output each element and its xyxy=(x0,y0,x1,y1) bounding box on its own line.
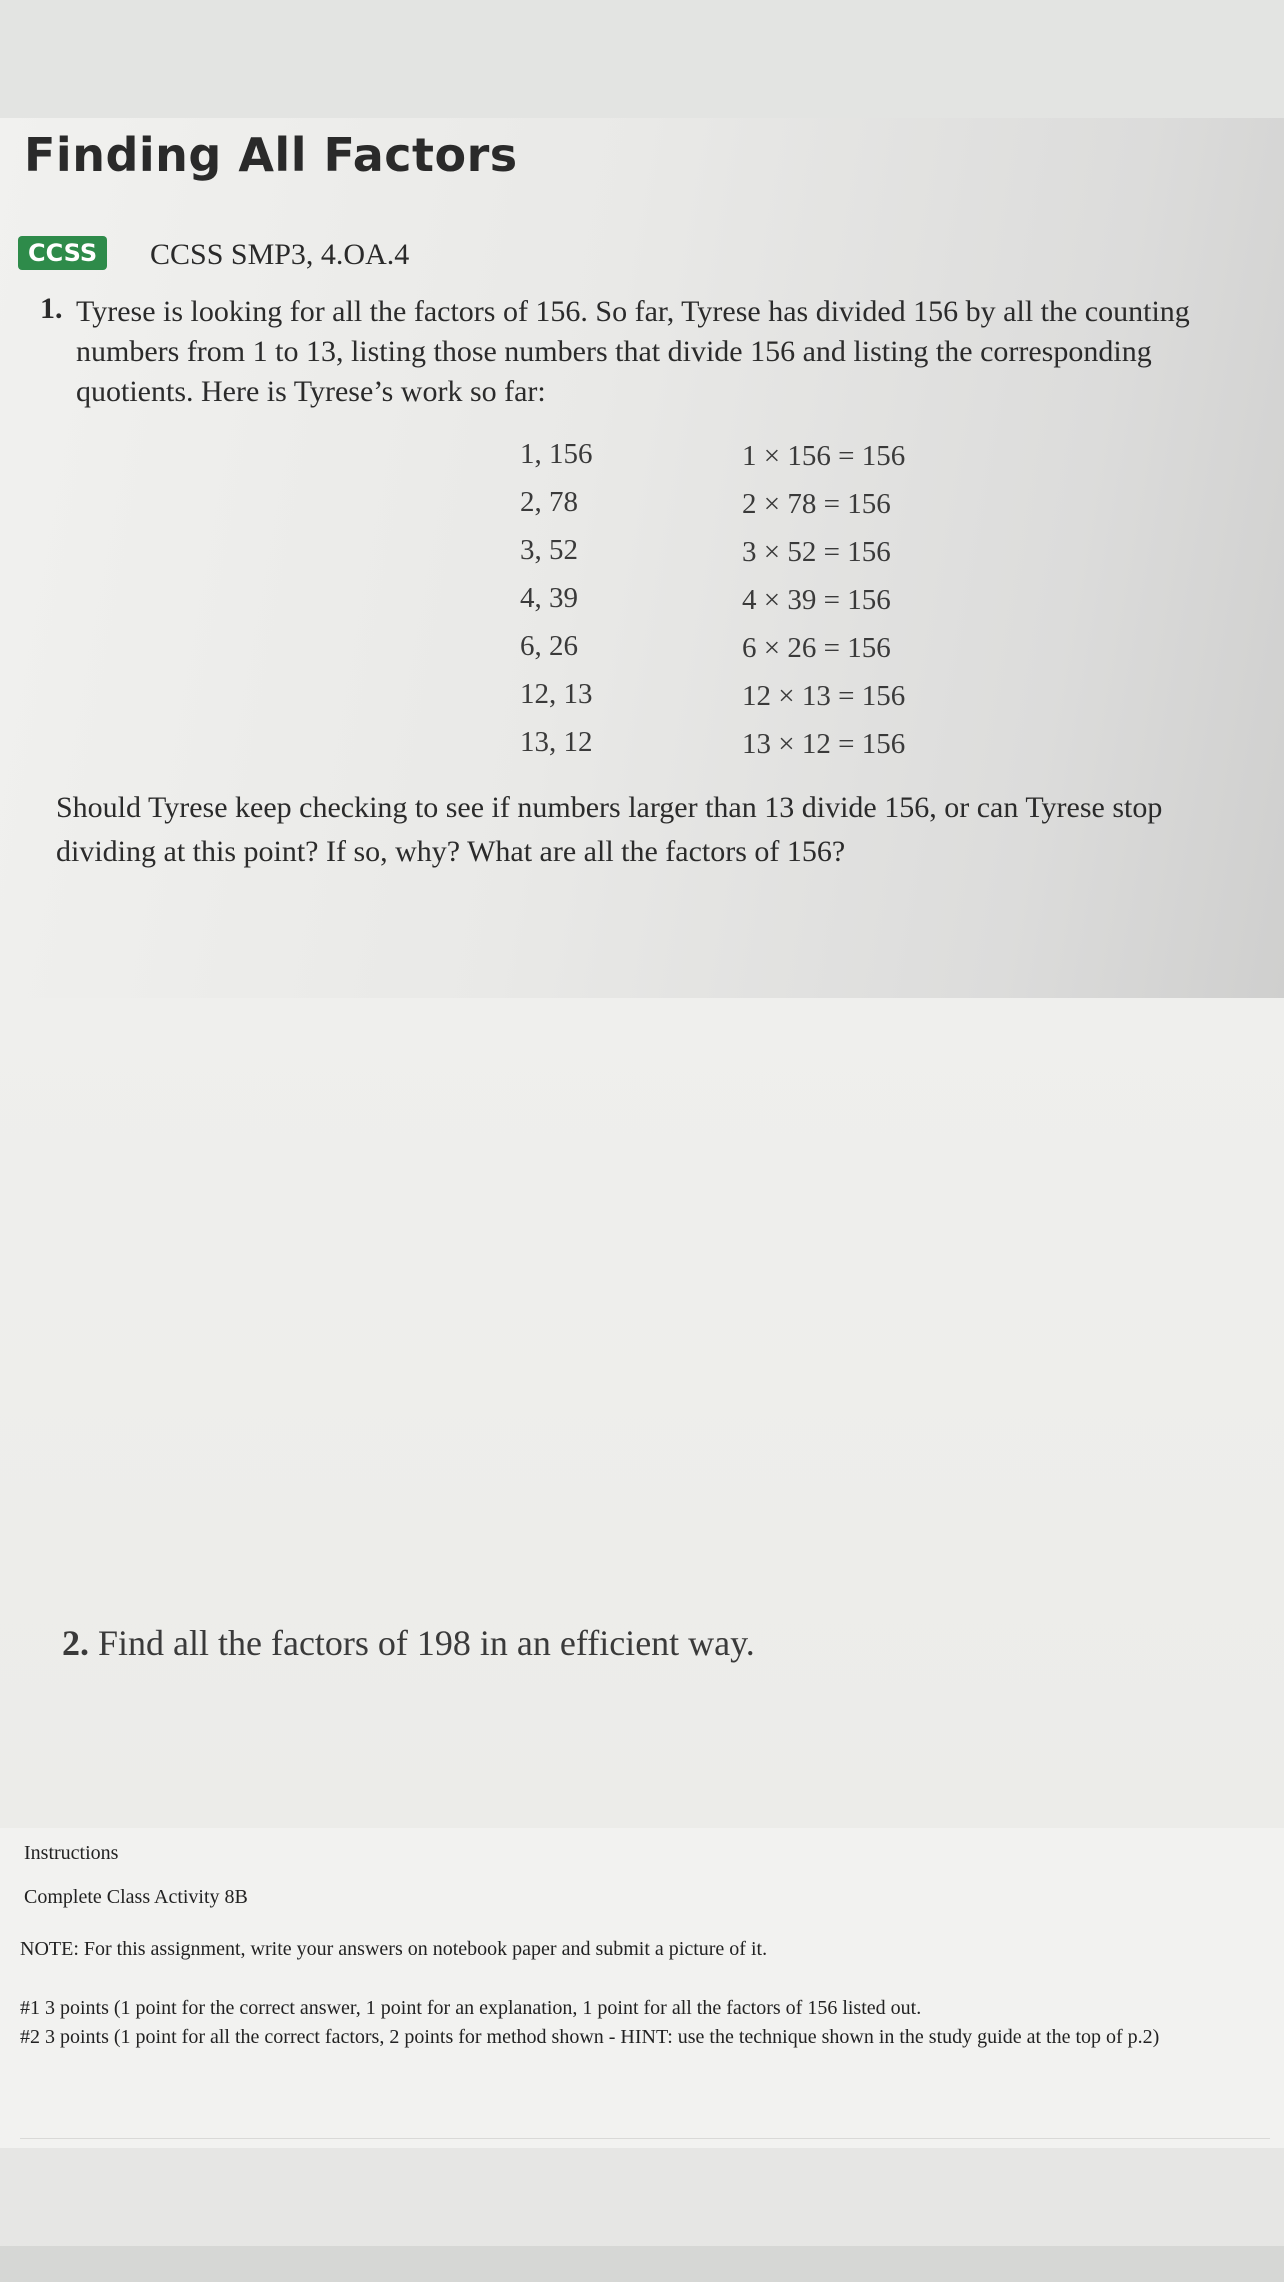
factor-pair: 12, 13 xyxy=(520,678,593,710)
instructions-panel xyxy=(0,1828,1284,2148)
factor-pair: 1, 156 xyxy=(520,438,593,470)
answer-space xyxy=(0,998,1284,1828)
grading-item-1: #1 3 points (1 point for the correct answer, 1 point for an explanation, 1 point for all the factors of 156 listed out. xyxy=(20,1997,922,2019)
standards-label: CCSS SMP3, 4.OA.4 xyxy=(150,238,410,271)
grading-item-2: #2 3 points (1 point for all the correct factors, 2 points for method shown - HINT: use the technique shown in the study guide at the top of p.2) xyxy=(20,2026,1160,2048)
question-2-text: Find all the factors of 198 in an efficient way. xyxy=(98,1623,755,1663)
instructions-note: NOTE: For this assignment, write your answers on notebook paper and submit a picture of it. xyxy=(20,1938,768,1960)
ccss-badge: CCSS xyxy=(18,236,107,270)
top-margin xyxy=(0,0,1284,118)
factor-pair: 13, 12 xyxy=(520,726,593,758)
factor-equation: 1 × 156 = 156 xyxy=(742,440,906,472)
question-1-text: Tyrese is looking for all the factors of 156. So far, Tyrese has divided 156 by all the counting numbers from 1 to 13, listing those numbers that divide 156 and listing the corresponding quotients. Here is Tyrese’s work so far: xyxy=(76,295,1190,408)
factor-equation: 4 × 39 = 156 xyxy=(742,584,891,616)
factor-pair: 4, 39 xyxy=(520,582,578,614)
page-title: Finding All Factors xyxy=(24,128,518,182)
question-2 xyxy=(62,1622,755,1664)
factor-pair: 3, 52 xyxy=(520,534,578,566)
factor-equation: 13 × 12 = 156 xyxy=(742,728,906,760)
factor-pair: 2, 78 xyxy=(520,486,578,518)
factor-equation: 12 × 13 = 156 xyxy=(742,680,906,712)
factor-equation: 3 × 52 = 156 xyxy=(742,536,891,568)
question-1-follow-up: Should Tyrese keep checking to see if numbers larger than 13 divide 156, or can Tyrese stop dividing at this point? If so, why? What are all the factors of 156? xyxy=(56,791,1163,868)
instructions-heading: Instructions xyxy=(24,1842,119,1864)
divider xyxy=(20,2138,1270,2139)
factor-equation: 6 × 26 = 156 xyxy=(742,632,891,664)
instructions-activity: Complete Class Activity 8B xyxy=(24,1886,248,1908)
factor-equation: 2 × 78 = 156 xyxy=(742,488,891,520)
factor-pair: 6, 26 xyxy=(520,630,578,662)
question-1-number: 1. xyxy=(40,292,63,325)
bottom-strip xyxy=(0,2246,1284,2282)
question-2-number: 2. xyxy=(62,1623,89,1663)
